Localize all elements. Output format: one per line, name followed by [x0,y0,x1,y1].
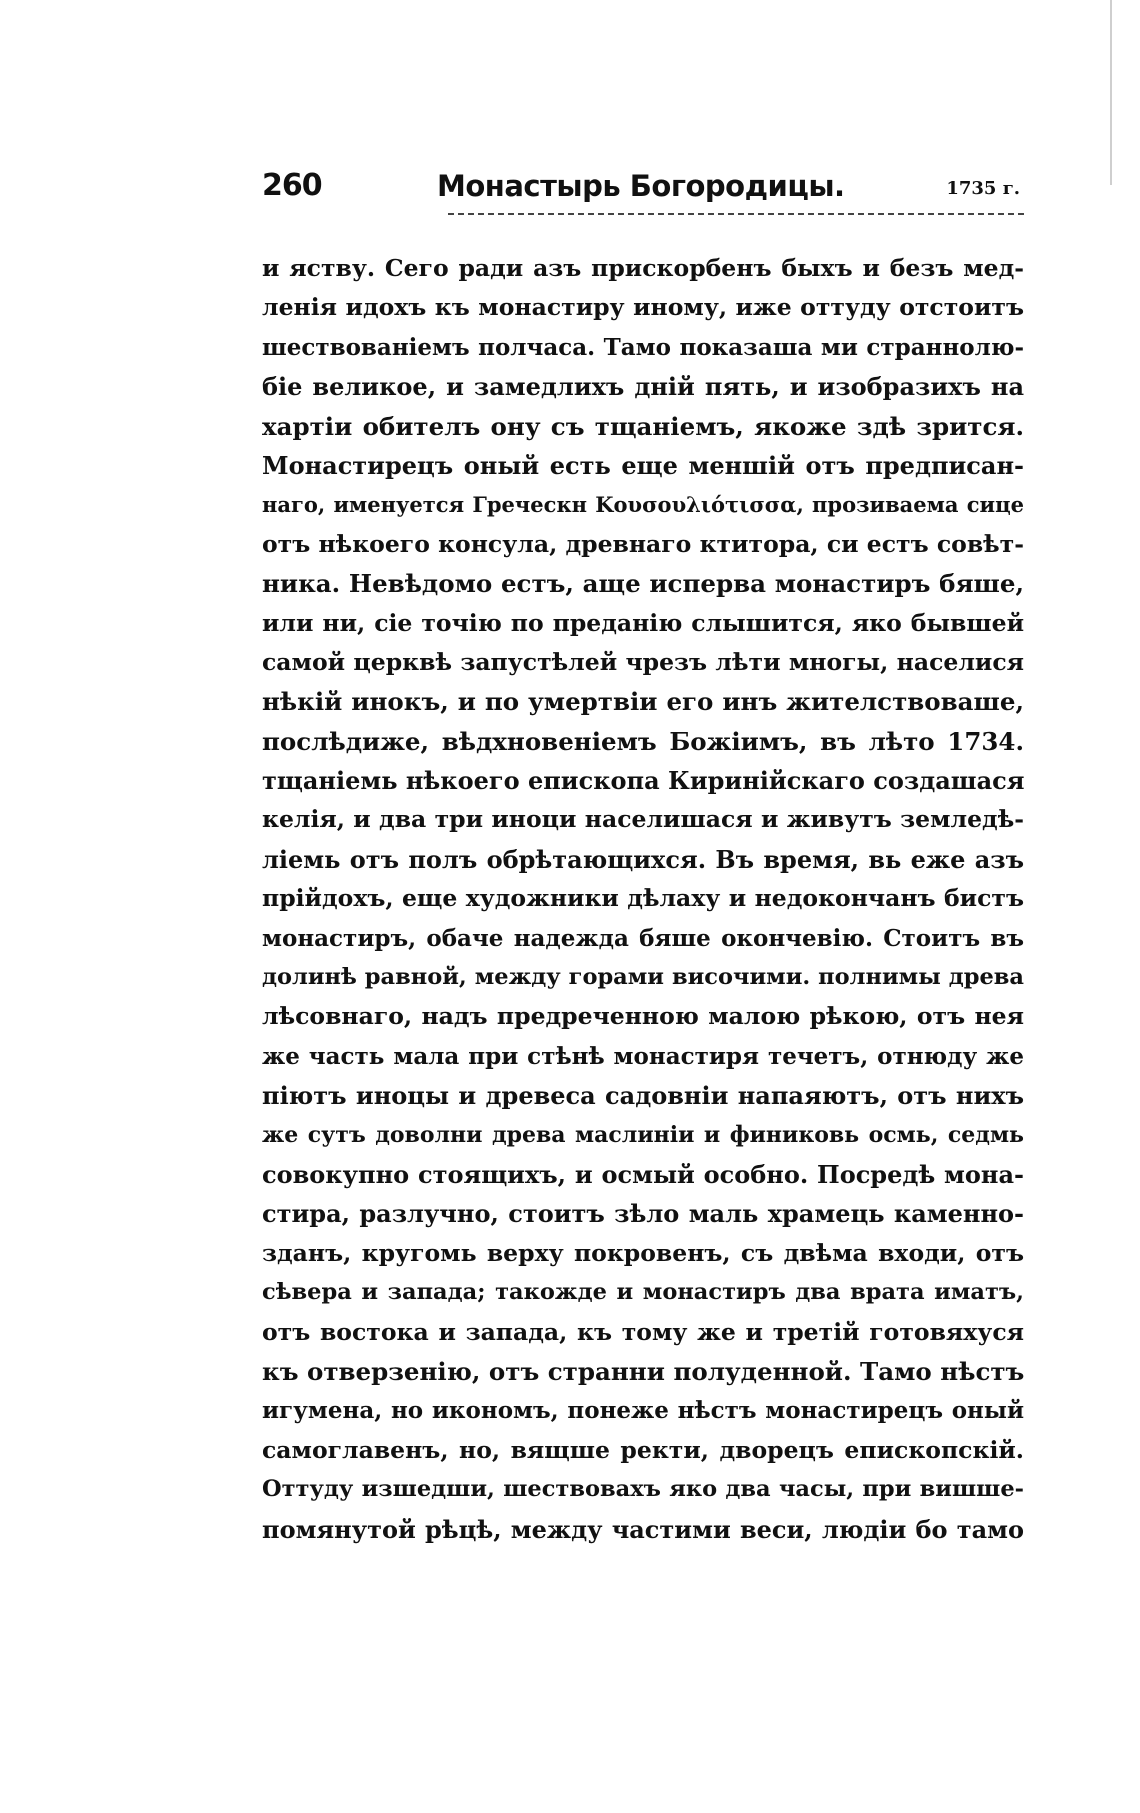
header-rule [448,213,1024,215]
text-line: тщаніемь нѣкоего епископа Киринійскаго создашася [262,766,1024,796]
text-line: ленія идохъ къ монастиру иному, иже оттуду отстоитъ [262,293,1024,322]
text-line: біе великое, и замедлихъ дній пять, и изобразихъ на [262,372,1024,402]
text-line: келія, и два три иноци населишася и живутъ земледѣ- [262,805,1024,834]
text-line: самой церквѣ запустѣлей чрезъ лѣти многы, населися [262,647,1024,676]
text-line: же сутъ доволни древа маслиніи и финиковь осмь, седмь [262,1121,1024,1148]
text-line: шествованіемъ полчаса. Тамо показаша ми страннолю- [262,333,1024,361]
year-label: 1735 г. [946,178,1020,199]
text-line: прійдохъ, еще художники дѣлаху и недокончанъ бистъ [262,884,1024,913]
text-line: самоглавенъ, но, вящше ректи, дворецъ епископскій. [262,1435,1024,1464]
text-line: лѣсовнаго, надъ предреченною малою рѣкою, отъ нея [262,1002,1024,1031]
text-line: отъ нѣкоего консула, древнаго ктитора, си естъ совѣт- [262,529,1024,558]
text-line: зданъ, кругомь верху покровенъ, съ двѣма входи, отъ [262,1238,1024,1267]
page-number: 260 [262,168,322,203]
text-line: Монастирецъ оный есть еще меншій отъ предписан- [262,450,1024,480]
text-line: отъ востока и запада, къ тому же и третій готовяхуся [262,1317,1024,1346]
text-line: совокупно стоящихъ, и осмый особно. Посредѣ мона- [262,1159,1024,1189]
text-line: долинѣ равной, между горами височими. полнимы древа [262,964,1024,991]
text-line: сѣвера и запада; такожде и монастиръ два врата иматъ, [262,1279,1024,1306]
running-header [262,168,1024,218]
running-title: Монастырь Богородицы. [437,169,845,203]
text-line: послѣдиже, вѣдхновеніемъ Божіимъ, въ лѣто 1734. [262,726,1024,756]
text-line: помянутой рѣцѣ, между частими веси, людіи бо тамо [262,1514,1024,1544]
body-text [262,249,1024,1549]
text-line: хартіи обителъ ону съ тщаніемъ, якоже здѣ зрится. [262,411,1024,441]
text-line: стира, разлучно, стоитъ зѣло маль храмець каменно- [262,1199,1024,1229]
text-line: къ отверзенію, отъ странни полуденной. Тамо нѣстъ [262,1356,1024,1386]
text-line: же часть мала при стѣнѣ монастиря течетъ, отнюду же [262,1042,1024,1070]
scan-edge-line [1110,0,1112,185]
text-line: піютъ иноцы и древеса садовніи напаяютъ, отъ нихъ [262,1081,1024,1111]
text-line: или ни, сіе точію по преданію слышится, яко бывшей [262,608,1024,637]
text-line: монастиръ, обаче надежда бяше окончевію. Стоитъ въ [262,924,1024,952]
text-line: ника. Невѣдомо естъ, аще исперва монастиръ бяше, [262,569,1024,599]
text-line: нѣкій инокъ, и по умертвіи его инъ жителствоваше, [262,687,1024,717]
text-line: игумена, но икономъ, понеже нѣстъ монастирецъ оный [262,1397,1024,1425]
text-line: и яству. Сего ради азъ прискорбенъ быхъ и безъ мед- [262,254,1024,282]
text-line: ліемь отъ полъ обрѣтающихся. Въ время, вь еже азъ [262,844,1024,874]
text-line: наго, именуется Греческн Κουσουλιότισσα, прозиваема сице [262,492,1024,518]
text-line: Оттуду изшедши, шествовахъ яко два часы, при вишше- [262,1476,1024,1503]
